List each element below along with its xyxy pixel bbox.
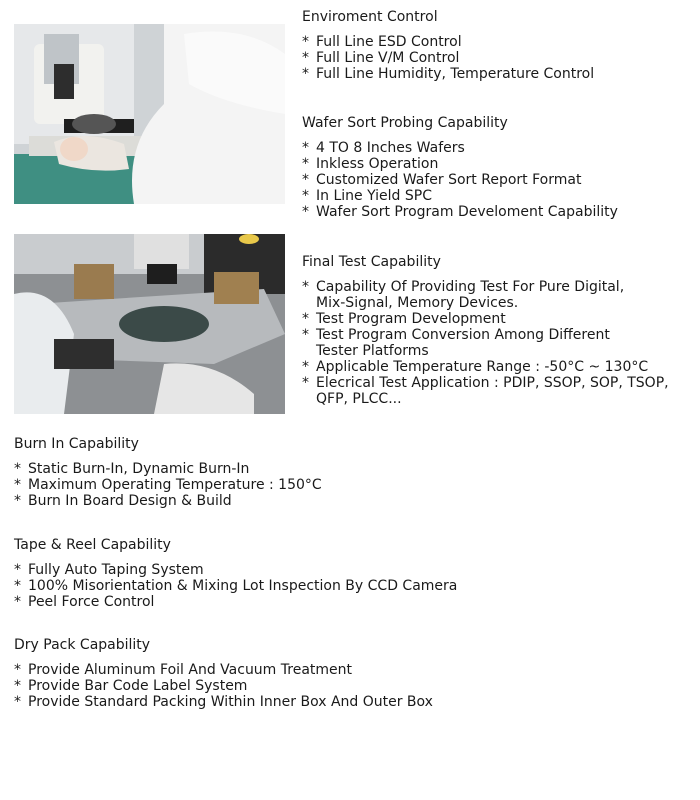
list-item: * Fully Auto Taping System (14, 562, 204, 578)
dry-pack-heading: Dry Pack Capability (14, 637, 151, 653)
list-item: * Burn In Board Design & Build (14, 493, 232, 509)
environment-control-heading: Enviroment Control (302, 9, 438, 25)
list-item: * Elecrical Test Application : PDIP, SSOP, SOP, TSOP, QFP, PLCC... (302, 375, 669, 407)
list-item: * Applicable Temperature Range : -50°C ~ 130°C (302, 359, 649, 375)
environment-control-section (302, 9, 594, 82)
final-test-list (302, 279, 669, 407)
tape-reel-heading: Tape & Reel Capability (14, 537, 171, 553)
list-item: * Inkless Operation (302, 156, 439, 172)
dry-pack-list (14, 662, 433, 710)
environment-control-list (302, 34, 594, 82)
list-item: * Capability Of Providing Test For Pure Digital, Mix-Signal, Memory Devices. (302, 279, 625, 311)
tape-reel-list (14, 562, 457, 610)
list-item: * Full Line V/M Control (302, 50, 460, 66)
final-test-heading: Final Test Capability (302, 254, 441, 270)
list-item: * 4 TO 8 Inches Wafers (302, 140, 465, 156)
list-item: * Wafer Sort Program Develoment Capability (302, 204, 618, 220)
wafer-sort-section (302, 115, 618, 220)
wafer-prober-photo (14, 234, 285, 414)
list-item: * Maximum Operating Temperature : 150°C (14, 477, 322, 493)
tape-reel-section (14, 537, 457, 610)
burn-in-list (14, 461, 322, 509)
list-item: * Customized Wafer Sort Report Format (302, 172, 582, 188)
list-item: * Provide Bar Code Label System (14, 678, 248, 694)
list-item: * Provide Standard Packing Within Inner Box And Outer Box (14, 694, 433, 710)
final-test-section (302, 254, 669, 407)
list-item: * Static Burn-In, Dynamic Burn-In (14, 461, 250, 477)
microscope-inspection-photo (14, 24, 285, 204)
list-item: * Test Program Development (302, 311, 506, 327)
list-item: * In Line Yield SPC (302, 188, 432, 204)
wafer-sort-list (302, 140, 618, 220)
list-item: * Peel Force Control (14, 594, 155, 610)
list-item: * Provide Aluminum Foil And Vacuum Treatment (14, 662, 353, 678)
burn-in-heading: Burn In Capability (14, 436, 139, 452)
list-item: * Full Line Humidity, Temperature Control (302, 66, 595, 82)
list-item: * Full Line ESD Control (302, 34, 462, 50)
burn-in-section (14, 436, 322, 509)
dry-pack-section (14, 637, 433, 710)
list-item: * Test Program Conversion Among Different Tester Platforms (302, 327, 610, 359)
wafer-sort-heading: Wafer Sort Probing Capability (302, 115, 508, 131)
list-item: * 100% Misorientation & Mixing Lot Inspection By CCD Camera (14, 578, 458, 594)
